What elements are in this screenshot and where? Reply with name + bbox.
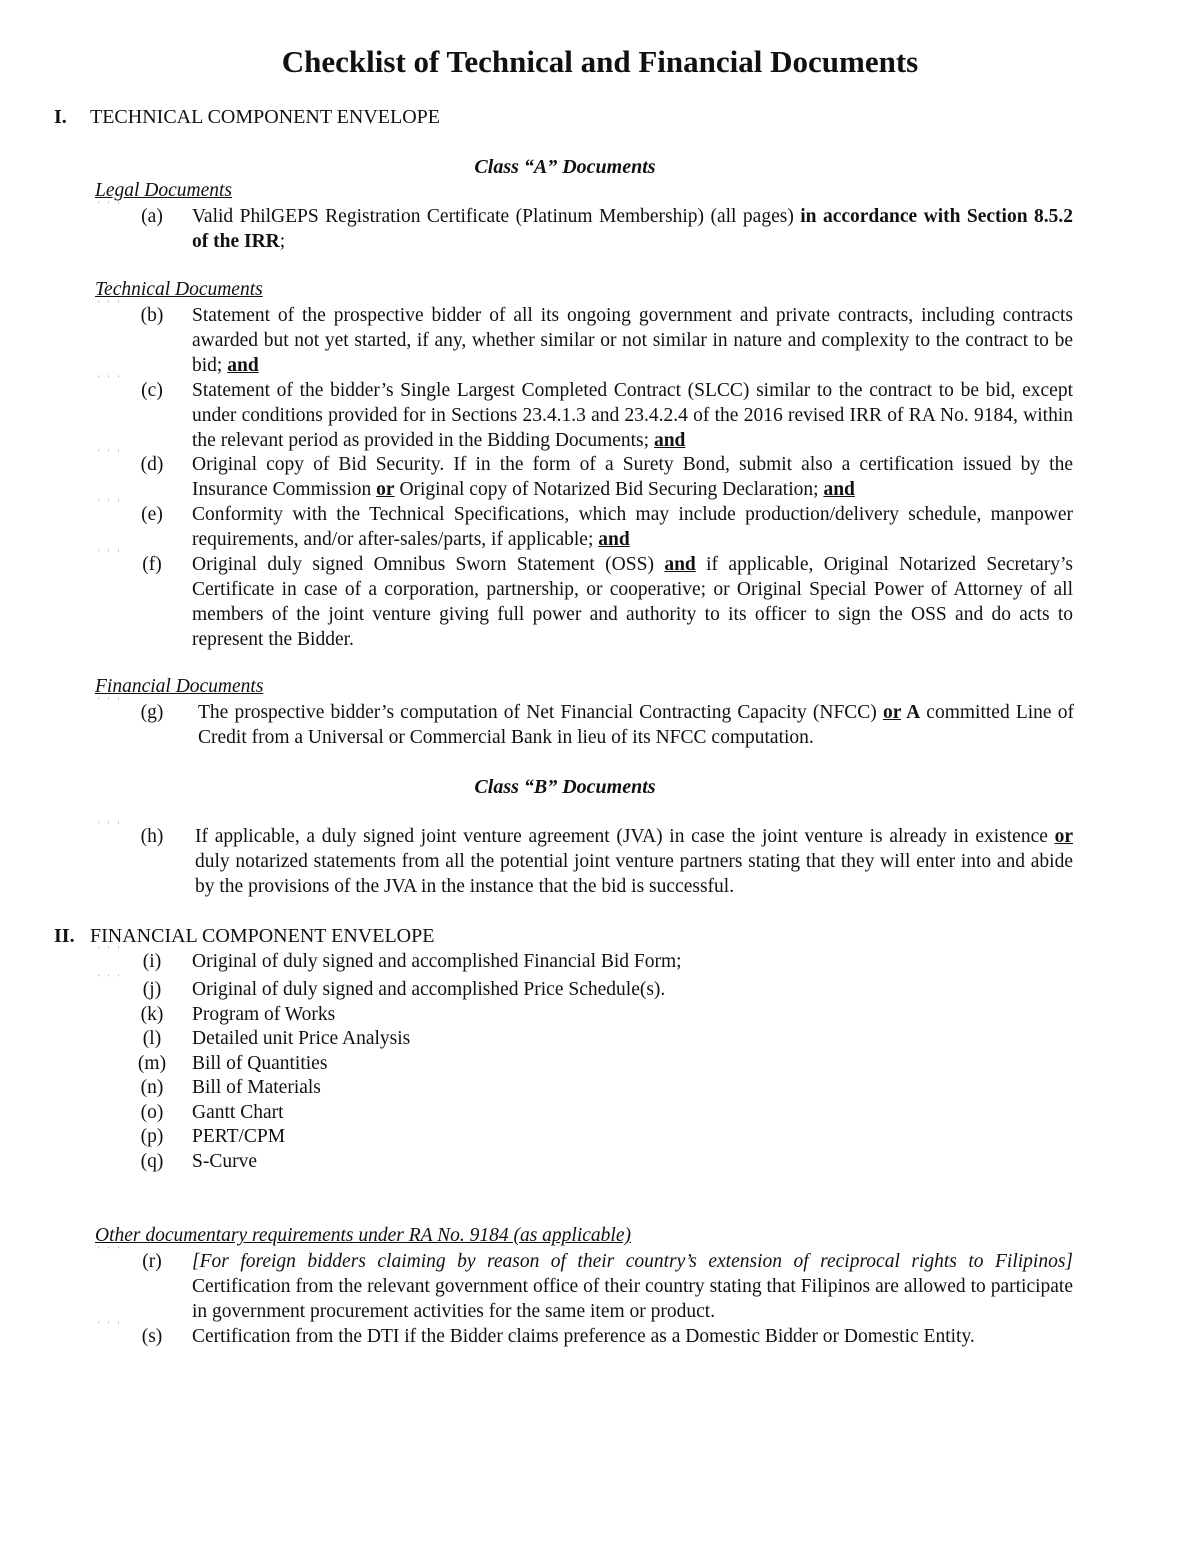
bullet-marks: ' ' ' — [98, 200, 123, 210]
bullet-marks: ' ' ' — [98, 820, 123, 830]
item-letter: (a) — [141, 206, 163, 227]
item-letter: (e) — [141, 504, 163, 525]
item-text: Gantt Chart — [192, 1102, 284, 1123]
bullet-marks: ' ' ' — [98, 374, 123, 384]
item-letter: (s) — [141, 1326, 163, 1347]
item-text: Original of duly signed and accomplished Financial Bid Form; — [192, 951, 682, 972]
item-letter: (d) — [140, 454, 164, 475]
item-text: Bill of Quantities — [192, 1053, 328, 1074]
item-letter: (n) — [140, 1077, 164, 1098]
section-number: I. — [54, 106, 67, 128]
item-text: Bill of Materials — [192, 1077, 321, 1098]
bullet-marks: ' ' ' — [98, 498, 123, 508]
section-title: TECHNICAL COMPONENT ENVELOPE — [90, 106, 440, 128]
section-technical-heading — [54, 104, 440, 130]
item-text: PERT/CPM — [192, 1126, 286, 1147]
bullet-marks: ' ' ' — [98, 1245, 123, 1255]
item-letter: (r) — [142, 1251, 162, 1272]
bullet-marks: ' ' ' — [98, 1320, 123, 1330]
item-text: Valid PhilGEPS Registration Certificate (Platinum Membership) (all pages) in accordance with Section 8.5.2 of the IRR; — [192, 206, 1074, 252]
bullet-marks: ' ' ' — [98, 973, 123, 983]
item-letter: (i) — [142, 951, 162, 972]
item-text: Original copy of Bid Security. If in the form of a Surety Bond, submit also a certification issued by the Insurance Commission or Original copy of Notarized Bid Securing Declaration; and — [192, 454, 1073, 500]
bullet-marks: ' ' ' — [98, 548, 123, 558]
item-letter: (m) — [137, 1053, 167, 1074]
item-text: Statement of the bidder’s Single Largest Completed Contract (SLCC) similar to the contract to be bid, except under conditions provided for in Sections 23.4.1.3 and 23.4.2.4 of the 2016 revised IRR of RA No. 9184, within the relevant period as provided in the Bidding Documents; and — [192, 380, 1073, 451]
technical-documents-heading: Technical Documents — [95, 279, 263, 300]
item-text: Program of Works — [192, 1004, 336, 1025]
item-letter: (l) — [142, 1028, 162, 1049]
financial-documents-heading: Financial Documents — [95, 676, 264, 697]
class-b-heading: Class “B” Documents — [474, 776, 656, 798]
bullet-marks: ' ' ' — [98, 299, 123, 309]
item-text: Certification from the DTI if the Bidder claims preference as a Domestic Bidder or Domestic Entity. — [192, 1326, 975, 1347]
item-letter: (j) — [142, 979, 162, 1000]
item-letter: (o) — [140, 1102, 164, 1123]
section-number: II. — [54, 925, 75, 947]
item-text: Original of duly signed and accomplished Price Schedule(s). — [192, 979, 666, 1000]
item-text: [For foreign bidders claiming by reason of their country’s extension of reciprocal rights to Filipinos] Certification from the relevant government office of their country stating that Filipinos are allowed to participate in government procurement activities for the same item or product. — [192, 1251, 1073, 1322]
item-letter: (h) — [140, 826, 164, 847]
section-title: FINANCIAL COMPONENT ENVELOPE — [90, 925, 435, 947]
item-text: Conformity with the Technical Specifications, which may include production/delivery schedule, manpower requirements, and/or after-sales/parts, if applicable; and — [192, 504, 1073, 550]
item-letter: (k) — [140, 1004, 164, 1025]
item-letter: (c) — [141, 380, 163, 401]
item-text: Detailed unit Price Analysis — [192, 1028, 411, 1049]
legal-documents-heading: Legal Documents — [95, 180, 233, 201]
item-text: S-Curve — [192, 1151, 257, 1172]
bullet-marks: ' ' ' — [98, 945, 123, 955]
item-letter: (g) — [140, 702, 164, 723]
item-letter: (b) — [140, 305, 164, 326]
item-letter: (f) — [142, 554, 162, 575]
class-a-heading: Class “A” Documents — [474, 156, 656, 178]
item-text: Statement of the prospective bidder of all its ongoing government and private contracts, including contracts awarded but not yet started, if any, whether similar or not similar in nature and complexity to the contract to be bid; and — [192, 305, 1073, 376]
other-requirements-heading: Other documentary requirements under RA No. 9184 (as applicable) — [95, 1225, 631, 1246]
item-letter: (q) — [140, 1151, 164, 1172]
item-text: Original duly signed Omnibus Sworn Statement (OSS) and if applicable, Original Notarized Secretary’s Certificate in case of a corporation, partnership, or cooperative; or Original Special Power of Attorney of all members of the joint venture giving full power and authority to its officer to sign the OSS and do acts to represent the Bidder. — [192, 554, 1073, 650]
item-letter: (p) — [140, 1126, 164, 1147]
document-title: Checklist of Technical and Financial Documents — [281, 44, 919, 79]
bullet-marks: ' ' ' — [98, 448, 123, 458]
item-text: If applicable, a duly signed joint venture agreement (JVA) in case the joint venture is already in existence or duly notarized statements from all the potential joint venture partners stating that they will enter into and abide by the provisions of the JVA in the instance that the bid is successful. — [195, 826, 1073, 897]
item-text: The prospective bidder’s computation of Net Financial Contracting Capacity (NFCC) or A committed Line of Credit from a Universal or Commercial Bank in lieu of its NFCC computation. — [198, 702, 1074, 748]
bullet-marks: ' ' ' — [98, 696, 123, 706]
